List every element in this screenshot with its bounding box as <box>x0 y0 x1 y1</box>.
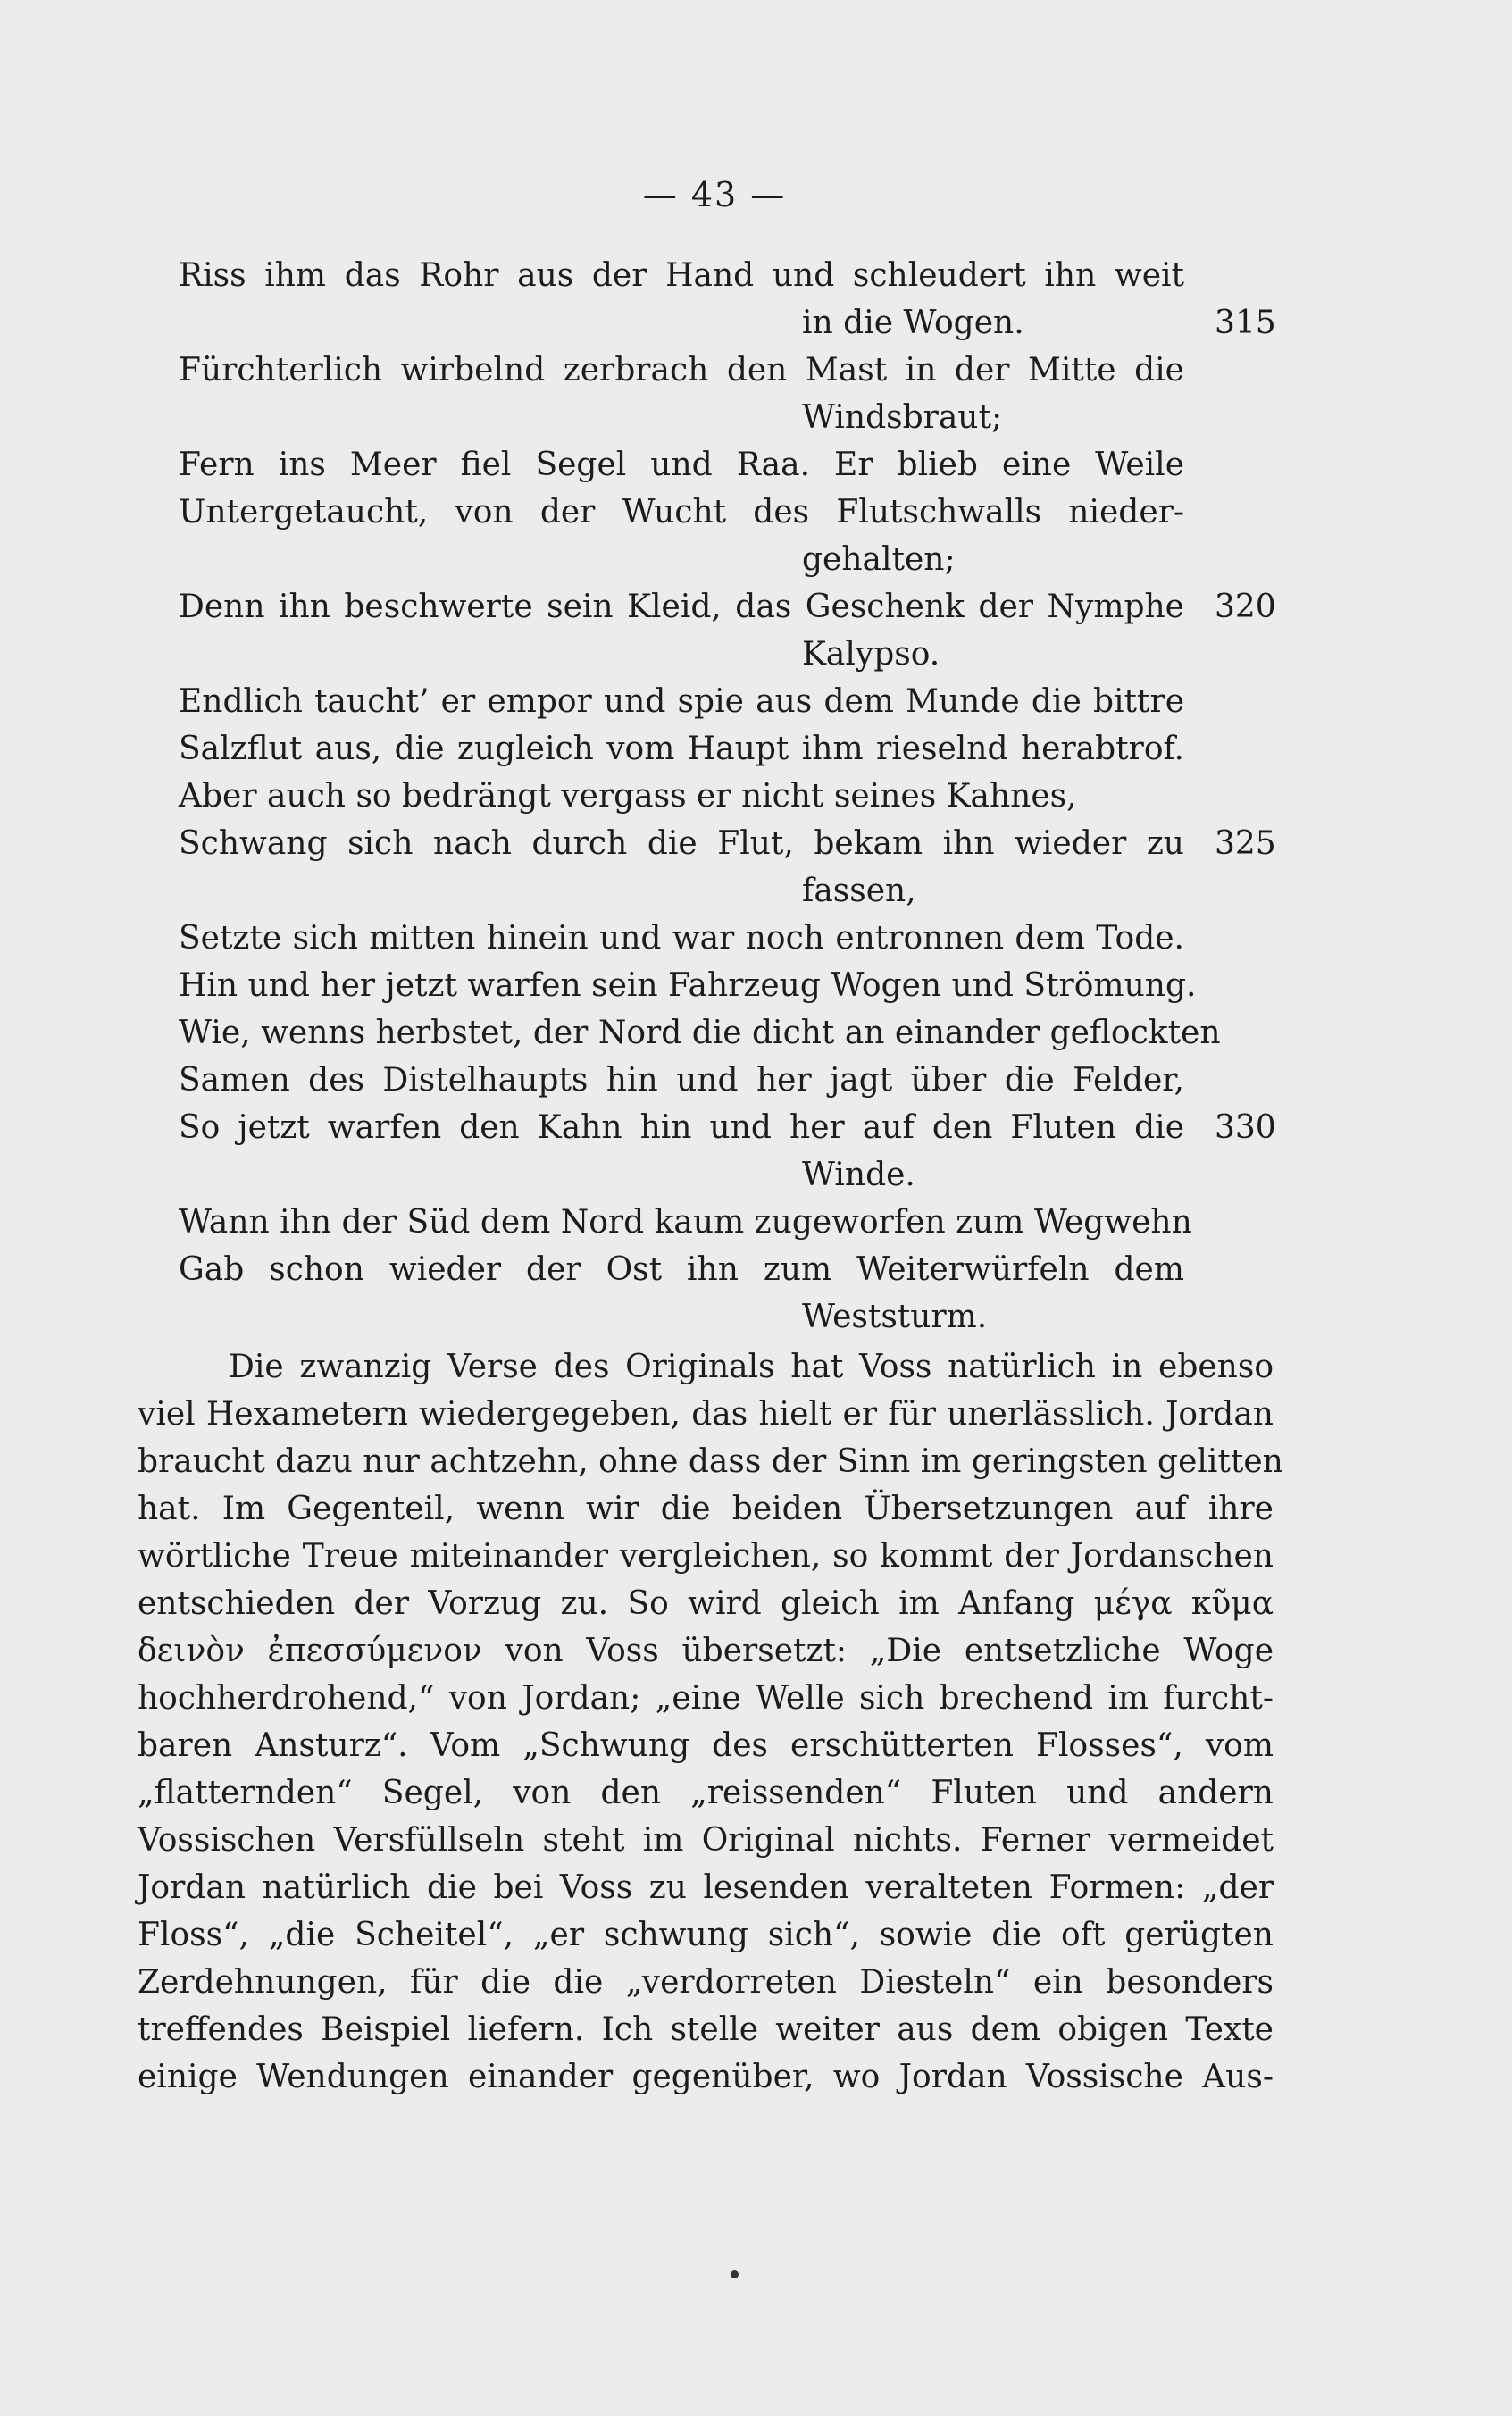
verse-line <box>179 678 1277 725</box>
verse-line <box>179 441 1277 489</box>
verse-line <box>179 773 1277 820</box>
verse-text: Riss ihm das Rohr aus der Hand und schleudert ihn weit <box>179 257 1184 294</box>
verse-block <box>179 252 1277 1341</box>
verse-text: Samen des Distelhaupts hin und her jagt über die Felder, <box>179 1062 1184 1099</box>
verse-line <box>179 1057 1277 1104</box>
verse-text: Denn ihn beschwerte sein Kleid, das Geschenk der Nymphe <box>179 589 1184 625</box>
verse-text: Salzflut aus, die zugleich vom Haupt ihm rieselnd herabtrof. <box>179 731 1184 767</box>
verse-line <box>179 1104 1277 1151</box>
verse-text: Winde. <box>802 1157 915 1193</box>
prose-line: Jordan natürlich die bei Voss zu lesenden veralteten Formen: „der <box>138 1869 1274 1906</box>
verse-number: 315 <box>1215 305 1276 341</box>
verse-line <box>179 915 1277 962</box>
prose-line: entschieden der Vorzug zu. So wird gleich im Anfang μέγα κῦμα <box>138 1585 1274 1622</box>
verse-text: Wie, wenns herbstet, der Nord die dicht an einander geflockten <box>179 1015 1221 1051</box>
verse-line <box>179 867 1277 915</box>
prose-line: „flatternden“ Segel, von den „reissenden“ Fluten und andern <box>138 1775 1274 1811</box>
prose-line: Vossischen Versfüllseln steht im Original nichts. Ferner vermeidet <box>138 1822 1274 1859</box>
verse-text: Aber auch so bedrängt vergass er nicht seines Kahnes, <box>179 778 1077 815</box>
prose-line: Floss“, „die Scheitel“, „er schwung sich“, sowie die oft gerügten <box>138 1917 1274 1953</box>
verse-text: Wann ihn der Süd dem Nord kaum zugeworfen zum Wegwehn <box>179 1204 1192 1241</box>
verse-line <box>179 1199 1277 1246</box>
verse-line <box>179 1246 1277 1293</box>
verse-line <box>179 583 1277 631</box>
prose-line: braucht dazu nur achtzehn, ohne dass der Sinn im geringsten gelitten <box>138 1443 1283 1480</box>
prose-line: Zerdehnungen, für die die „verdorreten Diesteln“ ein besonders <box>138 1964 1274 2001</box>
verse-line <box>179 1151 1277 1199</box>
verse-line <box>179 1009 1277 1057</box>
verse-text: Kalypso. <box>802 636 940 673</box>
verse-line <box>179 347 1277 394</box>
verse-line <box>179 252 1277 299</box>
verse-text: Fürchterlich wirbelnd zerbrach den Mast in der Mitte die <box>179 352 1184 389</box>
prose-line: viel Hexametern wiedergegeben, das hielt er für unerlässlich. Jordan <box>138 1396 1274 1433</box>
prose-line: einige Wendungen einander gegenüber, wo Jordan Vossische Aus- <box>138 2059 1274 2095</box>
prose-line: Die zwanzig Verse des Originals hat Voss natürlich in ebenso <box>229 1349 1274 1385</box>
verse-number: 320 <box>1215 589 1276 625</box>
verse-line <box>179 394 1277 441</box>
verse-text: Gab schon wieder der Ost ihn zum Weiterwürfeln dem <box>179 1251 1184 1288</box>
verse-text: in die Wogen. <box>802 305 1024 341</box>
page-number: — 43 — <box>642 175 787 214</box>
verse-text: Setzte sich mitten hinein und war noch entronnen dem Tode. <box>179 920 1184 957</box>
verse-number: 325 <box>1215 825 1276 862</box>
verse-text: gehalten; <box>802 541 956 578</box>
prose-line: wörtliche Treue miteinander vergleichen, so kommt der Jordanschen <box>138 1538 1274 1575</box>
verse-number: 330 <box>1215 1109 1276 1146</box>
verse-text: So jetzt warfen den Kahn hin und her auf den Fluten die <box>179 1109 1184 1146</box>
verse-line <box>179 489 1277 536</box>
verse-line <box>179 962 1277 1009</box>
verse-text: Schwang sich nach durch die Flut, bekam ihn wieder zu <box>179 825 1184 862</box>
prose-line: hochherdrohend,“ von Jordan; „eine Welle sich brechend im furcht- <box>138 1680 1274 1717</box>
prose-block <box>138 1343 1283 2101</box>
prose-line: hat. Im Gegenteil, wenn wir die beiden Übersetzungen auf ihre <box>138 1491 1274 1527</box>
verse-text: Untergetaucht, von der Wucht des Flutschwalls nieder- <box>179 494 1184 531</box>
verse-text: Fern ins Meer fiel Segel und Raa. Er blieb eine Weile <box>179 447 1184 483</box>
verse-text: fassen, <box>802 873 916 909</box>
verse-line <box>179 631 1277 678</box>
prose-line: δεινὸν ἐπεσσύμενον von Voss übersetzt: „Die entsetzliche Woge <box>138 1633 1274 1669</box>
verse-line <box>179 725 1277 773</box>
verse-text: Windsbraut; <box>802 399 1003 436</box>
verse-line <box>179 536 1277 583</box>
verse-text: Weststurm. <box>802 1299 988 1335</box>
verse-line <box>179 299 1277 347</box>
verse-text: Hin und her jetzt warfen sein Fahrzeug Wogen und Strömung. <box>179 967 1197 1004</box>
verse-line <box>179 1293 1277 1341</box>
verse-text: Endlich taucht’ er empor und spie aus dem Munde die bittre <box>179 683 1184 720</box>
ink-speck <box>731 2270 739 2278</box>
verse-line <box>179 820 1277 867</box>
prose-line: treffendes Beispiel liefern. Ich stelle weiter aus dem obigen Texte <box>138 2011 1274 2048</box>
prose-line: baren Ansturz“. Vom „Schwung des erschütterten Flosses“, vom <box>138 1727 1274 1764</box>
